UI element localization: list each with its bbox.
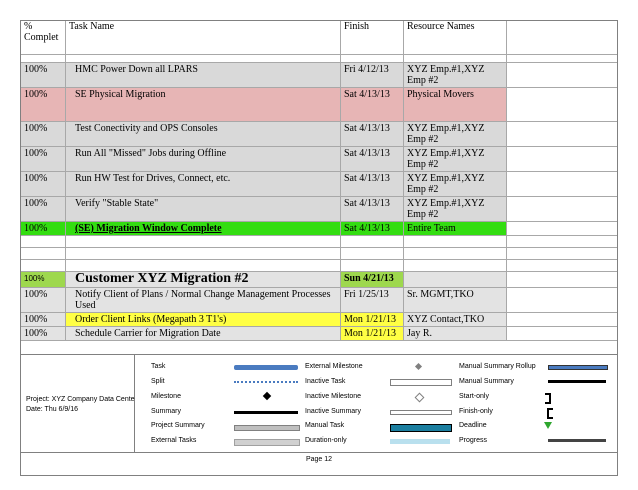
finish-cell: Sat 4/13/13 (341, 222, 404, 236)
legend-duration-only-label: Duration-only (305, 437, 347, 444)
finish-cell: Sun 4/21/13 (341, 272, 404, 288)
finish-cell: Sat 4/13/13 (341, 197, 404, 222)
pct-cell: 100% (21, 122, 66, 147)
inactive-milestone-icon (415, 393, 425, 403)
header-finish[interactable]: Finish (341, 20, 404, 55)
summary-bar-icon (234, 411, 298, 414)
task-cell: Schedule Carrier for Migration Date (66, 327, 341, 341)
finish-cell: Fri 4/12/13 (341, 63, 404, 88)
legend-manual-task-label: Manual Task (305, 422, 345, 429)
deadline-icon (544, 422, 552, 429)
task-cell: SE Physical Migration (66, 88, 341, 122)
finish-only-icon (547, 408, 553, 419)
legend-inactive-task-label: Inactive Task (305, 378, 346, 385)
legend-start-only-label: Start-only (459, 393, 489, 400)
pct-cell: 100% (21, 197, 66, 222)
project-date: Date: Thu 6/9/16 (26, 406, 79, 413)
task-cell: Run HW Test for Drives, Connect, etc. (66, 172, 341, 197)
external-milestone-icon (415, 363, 422, 370)
milestone-icon (263, 392, 271, 400)
task-cell: Verify "Stable State" (66, 197, 341, 222)
finish-cell: Sat 4/13/13 (341, 122, 404, 147)
resource-cell: Physical Movers (404, 88, 507, 122)
resource-cell: Jay R. (404, 327, 507, 341)
legend-split-label: Split (151, 378, 165, 385)
page-number: Page 12 (305, 456, 333, 463)
legend-panel (20, 354, 618, 453)
resource-cell: XYZ Contact,TKO (404, 313, 507, 327)
pct-cell: 100% (21, 172, 66, 197)
task-cell: Notify Client of Plans / Normal Change Management Processes Used (66, 288, 341, 313)
resource-cell: XYZ Emp.#1,XYZ Emp #2 (404, 197, 507, 222)
resource-cell: XYZ Emp.#1,XYZ Emp #2 (404, 172, 507, 197)
manual-summary-rollup-icon (548, 365, 608, 370)
legend-inactive-summary-label: Inactive Summary (305, 408, 362, 415)
resource-cell: XYZ Emp.#1,XYZ Emp #2 (404, 122, 507, 147)
resource-cell: XYZ Emp.#1,XYZ Emp #2 (404, 63, 507, 88)
pct-cell: 100% (21, 63, 66, 88)
pct-cell: 100% (21, 272, 66, 288)
finish-cell: Mon 1/21/13 (341, 327, 404, 341)
legend-inactive-milestone-label: Inactive Milestone (305, 393, 362, 400)
progress-bar-icon (548, 439, 606, 442)
resource-cell: Entire Team (404, 222, 507, 236)
task-cell: Order Client Links (Megapath 3 T1's) (66, 313, 341, 327)
legend-progress-label: Progress (459, 437, 488, 444)
task-cell: Customer XYZ Migration #2 (66, 272, 341, 288)
legend-milestone-label: Milestone (151, 393, 181, 400)
split-icon (234, 381, 298, 383)
resource-cell: Sr. MGMT,TKO (404, 288, 507, 313)
legend-summary-label: Summary (151, 408, 181, 415)
manual-task-icon (390, 424, 452, 432)
duration-only-icon (390, 439, 450, 444)
finish-cell: Mon 1/21/13 (341, 313, 404, 327)
pct-cell: 100% (21, 147, 66, 172)
legend-manual-summary-rollup-label: Manual Summary Rollup (459, 363, 536, 370)
inactive-task-icon (390, 379, 452, 386)
header-task[interactable]: Task Name (66, 20, 341, 55)
task-cell: HMC Power Down all LPARS (66, 63, 341, 88)
inactive-summary-icon (390, 410, 452, 415)
page-footer (20, 452, 618, 477)
legend-task-label: Task (151, 363, 166, 370)
legend-external-tasks-label: External Tasks (151, 437, 197, 444)
legend-finish-only-label: Finish-only (459, 408, 493, 415)
project-info (26, 395, 135, 415)
pct-cell: 100% (21, 288, 66, 313)
legend-external-milestone-label: External Milestone (305, 363, 363, 370)
task-cell: (SE) Migration Window Complete (66, 222, 341, 236)
project-name: Project: XYZ Company Data Cente (26, 396, 135, 403)
pct-cell: 100% (21, 222, 66, 236)
finish-cell: Sat 4/13/13 (341, 88, 404, 122)
manual-summary-icon (548, 380, 606, 383)
legend-manual-summary-label: Manual Summary (459, 378, 514, 385)
task-cell: Run All "Missed" Jobs during Offline (66, 147, 341, 172)
project-summary-icon (234, 425, 300, 431)
pct-cell: 100% (21, 327, 66, 341)
header-resources[interactable]: Resource Names (404, 20, 507, 55)
task-bar-icon (234, 365, 298, 370)
external-tasks-icon (234, 439, 300, 446)
legend-deadline-label: Deadline (459, 422, 487, 429)
legend-project-summary-label: Project Summary (151, 422, 205, 429)
finish-cell: Sat 4/13/13 (341, 147, 404, 172)
resource-cell: XYZ Emp.#1,XYZ Emp #2 (404, 147, 507, 172)
header-pct[interactable]: % Complet (21, 20, 66, 55)
finish-cell: Sat 4/13/13 (341, 172, 404, 197)
start-only-icon (545, 393, 551, 404)
finish-cell: Fri 1/25/13 (341, 288, 404, 313)
pct-cell: 100% (21, 88, 66, 122)
task-cell: Test Conectivity and OPS Consoles (66, 122, 341, 147)
pct-cell: 100% (21, 313, 66, 327)
